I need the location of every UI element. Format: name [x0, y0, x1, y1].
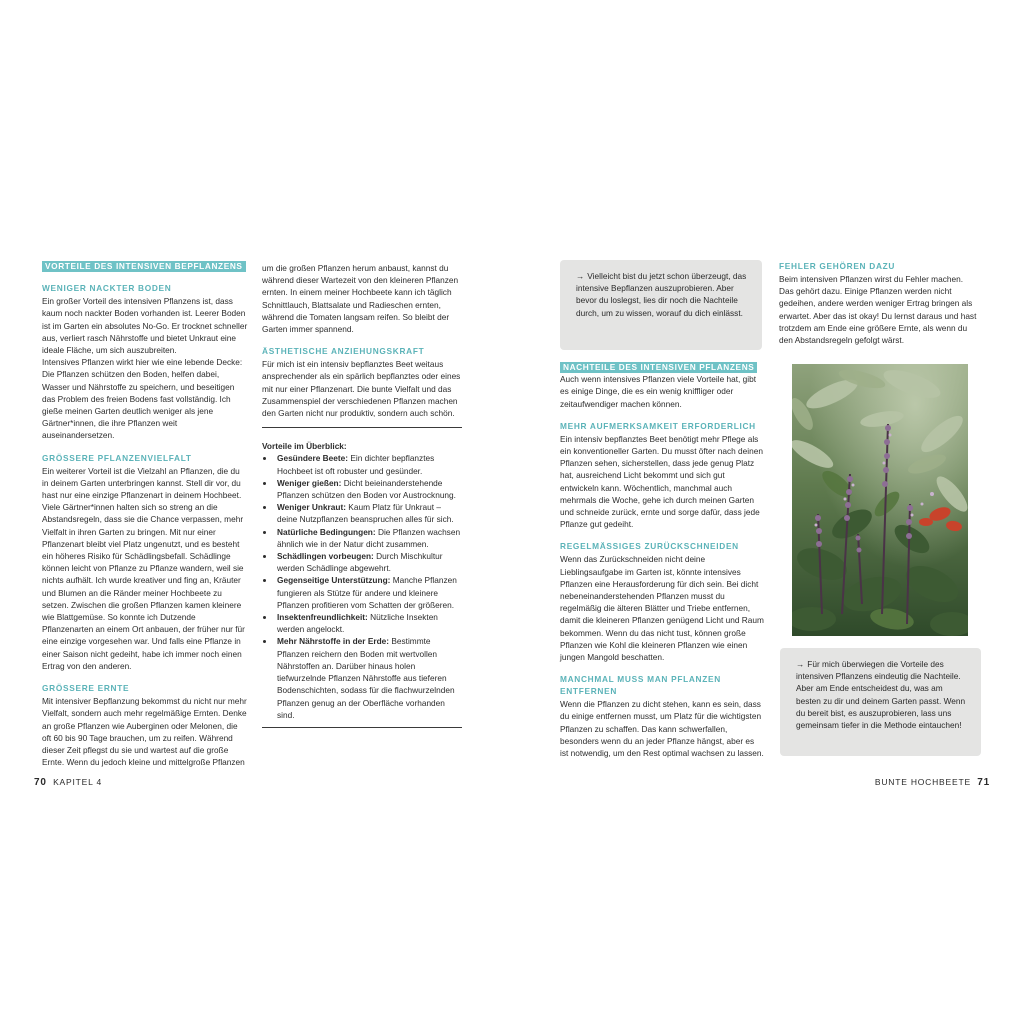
main-heading-disadvantages: NACHTEILE DES INTENSIVEN PFLANZENS — [560, 362, 757, 373]
callout-text: Vielleicht bist du jetzt schon überzeugt, das intensive Bepflanzen auszuprobieren. Aber bevor du loslegst, lies dir noch die Nachteile durch, um zu wissen, worauf du dich einlässt. — [576, 271, 747, 318]
list-item-term: Schädlingen vorbeugen: — [277, 551, 374, 562]
list-item — [275, 574, 462, 611]
page-number: 70 — [34, 777, 47, 788]
arrow-icon: → — [576, 271, 585, 281]
section-heading: REGELMÄSSIGES ZURÜCKSCHNEIDEN — [560, 541, 739, 552]
list-item-term: Gegenseitige Unterstützung: — [277, 575, 391, 586]
right-column-1 — [560, 361, 764, 759]
body-paragraph: Ein großer Vorteil des intensiven Pflanzens ist, dass kaum noch nackter Boden vorhanden ist. Leerer Boden ist im Garten ein absolutes No-Go. Er trocknet schneller aus, verliert rasch Nährstoffe und bietet Unkraut eine ideale Fläche, um sich auszubreiten. — [42, 296, 248, 356]
list-item-term: Mehr Nährstoffe in der Erde: — [277, 636, 390, 647]
list-item — [275, 452, 462, 476]
list-item-text: Durch Mischkultur werden Schädlinge abgewehrt. — [277, 551, 443, 574]
body-paragraph: um die großen Pflanzen herum anbaust, kannst du während dieser Wartezeit von den kleineren Pflanzen ernten. In einem meiner Hochbeete kann ich täglich Schnittlauch, Blattsalate und Radieschen ernten, während die Tomaten langsam reifen. So bleibt der Garten immer spannend. — [262, 263, 459, 335]
folio-right — [875, 777, 990, 788]
list-item — [275, 477, 462, 501]
section-heading: GRÖSSERE PFLANZENVIELFALT — [42, 452, 192, 463]
body-paragraph: Ein weiterer Vorteil ist die Vielzahl an Pflanzen, die du in deinem Garten unterbringen kannst. Stell dir vor, du hast nur eine einzige Pflanzenart in deinem Hochbeet. Viele Gärtner*innen halten sich so streng an die Abstandsregeln, dass sie die Chance verpassen, mehr Vielfalt in ihren Garten zu bringen. Mit nur einer Pflanzenart bleibt viel Platz ungenutzt, und es besteht ein höheres Risiko für Schädlingsbefall. Schädlinge können leicht von Pflanze zu Pflanze wandern, weil sie nichts aufhält. Ich wurde kreativer und fing an, Kräuter und Blumen an die Ränder meiner Hochbeete zu setzen. Zwischen die großen Pflanzen kamen kleinere wie Blattgemüse. So konnte ich Dutzende Pflanzenarten an einem Ort anbauen, der früher nur für eine einzige vorgesehen war. Und falls eine Pflanze in einer Saison nicht gedeiht, habe ich immer noch einen Ertrag von den anderen. — [42, 465, 245, 671]
list-item — [275, 501, 462, 525]
divider-bottom — [262, 727, 462, 728]
body-paragraph: Mit intensiver Bepflanzung bekommst du nicht nur mehr Vielfalt, sondern auch mehr regelmäßige Ernten. Denke an große Pflanzen wie Auberginen oder Melonen, die oft 60 bis 90 Tage brauchen, um zu reifen. Während dieser Zeit pflegst du sie und wartest auf die große Ernte. Wenn du jedoch kleine und mittelgroße Pflanzen — [42, 696, 247, 768]
left-column-1 — [42, 260, 248, 768]
callout-text: Für mich überwiegen die Vorteile des intensiven Pflanzens eindeutig die Nachteile. Aber am Ende entscheidest du, was am besten zu dir und deinem Garten passt. Wenn du bereit bist, es auszuprobieren, lass uns gemeinsam tiefer in die Methode eintauchen! — [796, 659, 966, 731]
list-item — [275, 550, 462, 574]
body-paragraph: Für mich ist ein intensiv bepflanztes Beet weitaus ansprechender als ein spärlich bepflanztes oder eines mit nur einer Pflanzenart. Die bunte Vielfalt und das Zusammenspiel der verschiedenen Pflanzen machen den Garten nicht nur produktiv, sondern auch schön. — [262, 359, 461, 419]
list-item-text: Manche Pflanzen fungieren als Stütze für andere und kleinere Pflanzen profitieren vom Schatten der größeren. — [277, 575, 457, 610]
list-item-term: Insektenfreundlichkeit: — [277, 612, 368, 623]
overview-list — [262, 452, 462, 720]
section-heading: WENIGER NACKTER BODEN — [42, 283, 172, 294]
section-heading: FEHLER GEHÖREN DAZU — [779, 261, 896, 271]
herb-garden-photo — [792, 364, 968, 636]
list-item-text: Kaum Platz für Unkraut – deine Nutzpflanzen beanspruchen alles für sich. — [277, 502, 454, 525]
list-item-term: Weniger Unkraut: — [277, 502, 346, 513]
arrow-icon: → — [796, 659, 805, 669]
body-paragraph: Auch wenn intensives Pflanzen viele Vorteile hat, gibt es einige Dinge, die es ein wenig kniffliger oder zeitaufwendiger machen können. — [560, 374, 757, 409]
list-item-term: Weniger gießen: — [277, 477, 342, 488]
list-item-term: Gesündere Beete: — [277, 453, 349, 464]
folio-left — [34, 777, 102, 788]
list-item — [275, 611, 462, 635]
body-paragraph: Intensives Pflanzen wirkt hier wie eine lebende Decke: Die Pflanzen schützen den Boden, helfen dabei, Wasser und Nährstoffe zu speichern, und beseitigen das Problem des freien Bodens fast vollständig. Ich gieße meinen Garten deutlich weniger als jene Gärtner*innen, die ihre Pflanzen weit auseinandersetzen. — [42, 357, 243, 441]
body-paragraph: Wenn die Pflanzen zu dicht stehen, kann es sein, dass du einige entfernen musst, um Platz für die wichtigsten Pflanzen zu schaffen. Das kann schwerfallen, besonders wenn du an jeder Pflanze hängst, aber es ist notwendig, um den Rest optimal wachsen zu lassen. — [560, 699, 764, 759]
list-item-text: Dicht beieinanderstehende Pflanzen schützen den Boden vor Austrocknung. — [277, 477, 456, 501]
list-item-text: Bestimmte Pflanzen reichern den Boden mit wertvollen Nährstoffen an. Darüber hinaus holen tiefwurzelnde Pflanzen Nährstoffe aus tieferen Bodenschichten, sodass für die flachwurzelnden Pflanzen genug an der Oberfläche vorhanden sind. — [277, 636, 455, 720]
chapter-label: KAPITEL 4 — [53, 777, 102, 787]
page-number: 71 — [977, 777, 990, 788]
section-heading: MEHR AUFMERKSAMKEIT ERFORDERLICH — [560, 420, 756, 431]
list-item-term: Natürliche Bedingungen: — [277, 526, 376, 537]
list-item-text: Ein dichter bepflanztes Hochbeet ist oft robuster und gesünder. — [277, 453, 435, 476]
section-heading: MANCHMAL MUSS MAN PFLANZEN ENTFERNEN — [560, 674, 721, 697]
section-heading: ÄSTHETISCHE ANZIEHUNGSKRAFT — [262, 346, 425, 357]
list-item-text: Nützliche Insekten werden angelockt. — [277, 612, 438, 635]
body-paragraph: Ein intensiv bepflanztes Beet benötigt mehr Pflege als ein konventioneller Garten. Du musst öfter nach deinen Pflanzen sehen, sicherstellen, dass jede genug Platz hat, ausreichend Licht bekommt und sich gut entwickeln kann. Wöchentlich, manchmal auch mehrmals die Woche, gehe ich durch meinen Garten und schneide zurück, ernte und sorge dafür, dass jede Pflanze gut gedeiht. — [560, 433, 763, 530]
chapter-label: BUNTE HOCHBEETE — [874, 777, 971, 787]
body-paragraph: Wenn das Zurückschneiden nicht deine Lieblingsaufgabe im Garten ist, könnte intensives Pflanzen eine Herausforderung für dich sein. Bei dicht nebeneinanderstehenden Pflanzen musst du regelmäßig die älteren Blätter und Triebe entfernen, damit die kleineren Pflanzen genügend Licht und Raum bekommen. Wenn du das nicht tust, können große Pflanzen wie Kohl die kleineren Pflanzen wie einen jungen Mangold beschatten. — [560, 554, 764, 663]
section-heading: GRÖSSERE ERNTE — [42, 683, 130, 694]
intro-callout-box — [560, 260, 762, 350]
conclusion-callout-box — [780, 648, 981, 756]
divider-top — [262, 427, 462, 428]
right-column-2 — [779, 258, 977, 346]
main-heading-advantages: VORTEILE DES INTENSIVEN BEPFLANZENS — [42, 261, 246, 272]
body-paragraph: Beim intensiven Pflanzen wirst du Fehler machen. Das gehört dazu. Einige Pflanzen werden nicht gedeihen, andere werden weniger Ertrag bringen als erwartet. Aber das ist okay! Du lernst daraus und hast trotzdem am Ende eine größere Ernte, als wenn du den Abstandsregeln gefolgt wärst. — [779, 274, 977, 346]
list-item — [275, 526, 462, 550]
list-item-text: Die Pflanzen wachsen ähnlich wie in der Natur dicht zusammen. — [277, 526, 461, 549]
list-item — [275, 635, 462, 720]
left-column-2 — [262, 262, 462, 740]
overview-title: Vorteile im Überblick: — [262, 441, 347, 452]
